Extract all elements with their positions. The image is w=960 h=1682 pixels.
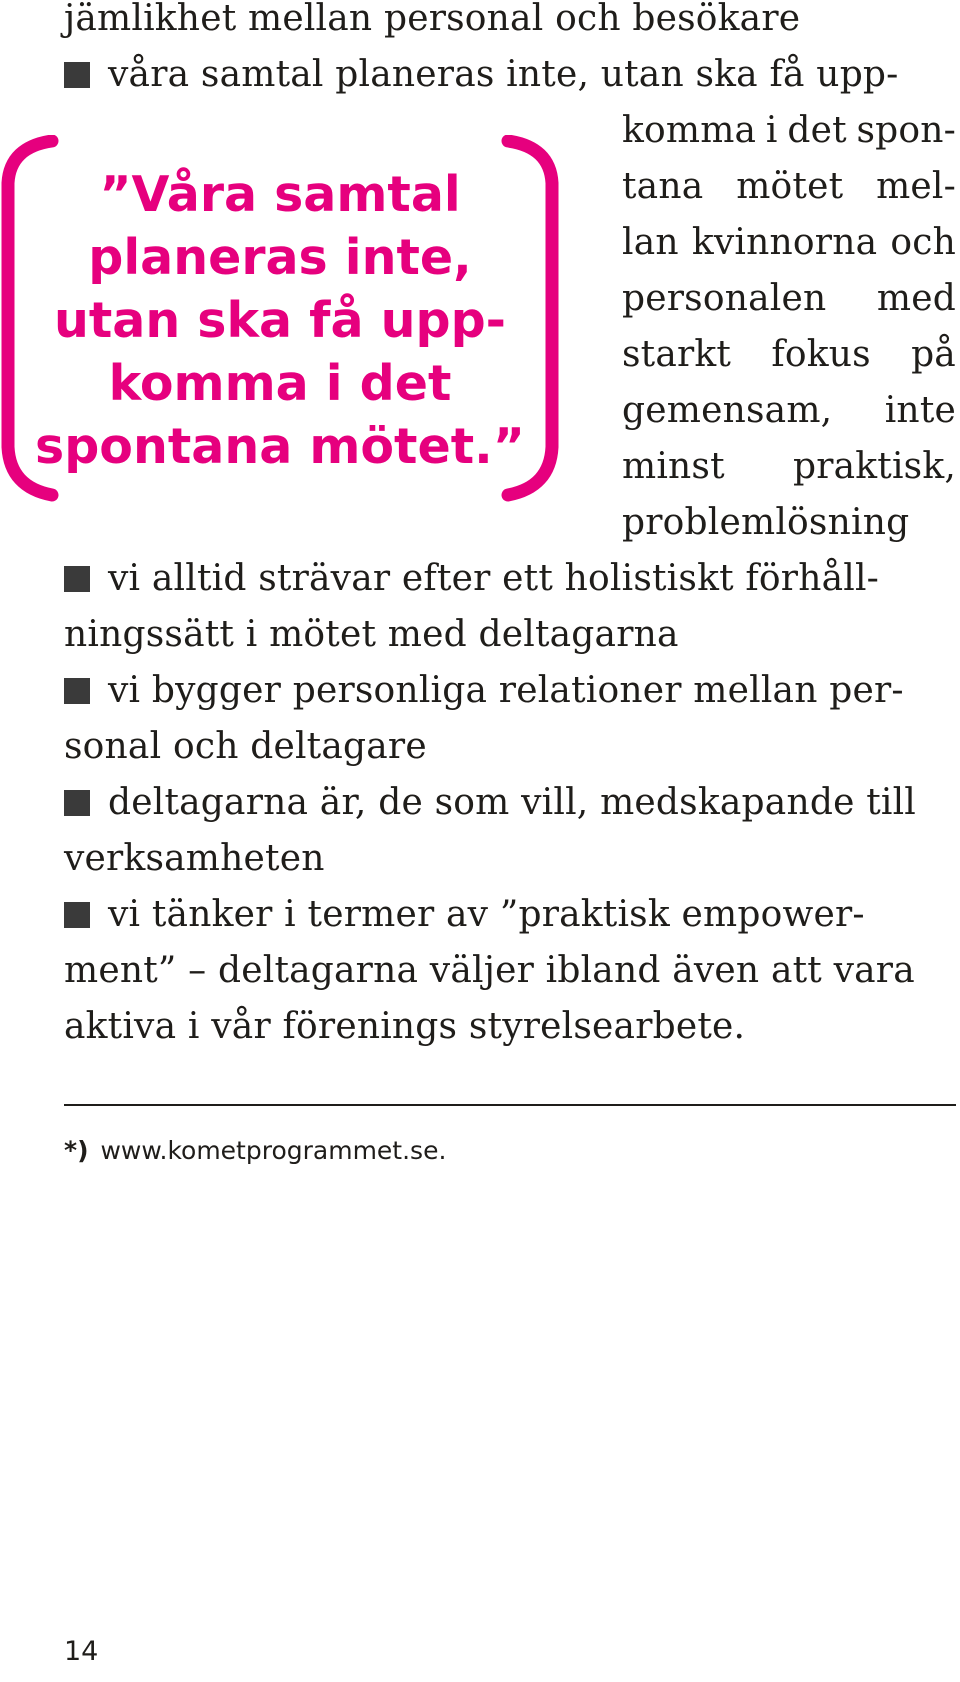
pull-quote-line: ”Våra samtal — [99, 166, 461, 223]
footnote-divider — [64, 1104, 956, 1106]
page-number: 14 — [64, 1636, 99, 1667]
bullet-item-5 — [64, 887, 865, 943]
word: fokus — [771, 334, 871, 375]
wrapped-text-line — [622, 103, 956, 159]
bullet-text: ningssätt i mötet med deltagarna — [64, 614, 679, 655]
square-bullet-icon — [64, 678, 90, 704]
pull-quote-line: spontana mötet.” — [35, 418, 525, 475]
bullet-text: våra samtal planeras inte, utan ska få upp- — [108, 54, 899, 95]
footnote-link-text: www.kometprogrammet.se. — [100, 1136, 447, 1165]
word: spon- — [856, 110, 956, 151]
wrapped-text-line — [622, 495, 909, 551]
pull-quote-line: utan ska få upp- — [53, 292, 506, 349]
bullet-text: deltagarna är, de som vill, medskapande till — [108, 782, 917, 823]
bullet-item-5-cont — [64, 999, 745, 1055]
word: det — [787, 110, 847, 151]
wrapped-text-line — [622, 215, 956, 271]
word: personalen — [622, 278, 827, 319]
footnote — [64, 1136, 446, 1165]
bullet-item-2 — [64, 551, 879, 607]
bullet-text: vi tänker i termer av ”praktisk empower- — [108, 894, 865, 935]
bullet-text: sonal och deltagare — [64, 726, 427, 767]
word: starkt — [622, 334, 732, 375]
word: på — [911, 334, 956, 375]
pull-quote-text — [30, 163, 530, 478]
word: gemensam, — [622, 390, 833, 431]
bullet-text: vi bygger personliga relationer mellan per- — [108, 670, 904, 711]
wrapped-text-line — [622, 327, 956, 383]
bullet-item-2-cont — [64, 607, 679, 663]
word: inte — [884, 390, 956, 431]
word: i — [765, 110, 778, 151]
bullet-text: vi alltid strävar efter ett holistiskt förhåll- — [108, 558, 880, 599]
pull-quote — [0, 135, 565, 507]
pull-quote-line: planeras inte, — [88, 229, 472, 286]
wrapped-text-line — [622, 271, 956, 327]
word: med — [876, 278, 956, 319]
word: lan — [622, 222, 679, 263]
bullet-item-3 — [64, 663, 904, 719]
square-bullet-icon — [64, 62, 90, 88]
bullet-item-4 — [64, 775, 916, 831]
word: problemlösning — [622, 502, 910, 543]
bullet-item-3-cont — [64, 719, 427, 775]
bullet-text: aktiva i vår förenings styrelsearbete. — [64, 1006, 746, 1047]
word: tana — [622, 166, 704, 207]
bullet-text: verksamheten — [64, 838, 325, 879]
wrapped-text-line — [622, 383, 956, 439]
bullet-item-1 — [64, 47, 899, 103]
bullet-item-5-cont — [64, 943, 915, 999]
bullet-item-4-cont — [64, 831, 325, 887]
word: minst — [622, 446, 725, 487]
word: kvinnorna — [691, 222, 878, 263]
pull-quote-line: komma i det — [108, 355, 452, 412]
footnote-marker: *) — [64, 1136, 89, 1165]
body-text: jämlikhet mellan personal och besökare — [64, 0, 801, 39]
word: komma — [622, 110, 757, 151]
word: mötet — [736, 166, 844, 207]
word: praktisk, — [792, 446, 956, 487]
bullet-text: ment” – deltagarna väljer ibland även att vara — [64, 950, 915, 991]
word: mel- — [876, 166, 956, 207]
wrapped-text-line — [622, 439, 956, 495]
square-bullet-icon — [64, 790, 90, 816]
body-line-1 — [64, 0, 800, 47]
square-bullet-icon — [64, 566, 90, 592]
wrapped-text-line — [622, 159, 956, 215]
word: och — [890, 222, 956, 263]
square-bullet-icon — [64, 902, 90, 928]
